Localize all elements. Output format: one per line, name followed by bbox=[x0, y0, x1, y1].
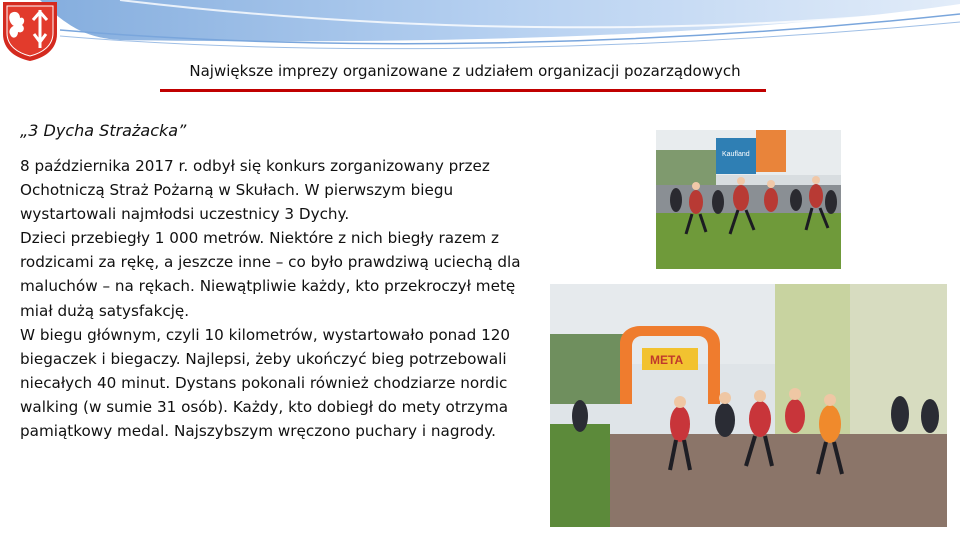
photo-children-race bbox=[656, 130, 841, 269]
coat-of-arms-icon bbox=[0, 0, 60, 62]
photo-main-race bbox=[550, 284, 947, 527]
event-name: „3 Dycha Strażacka” bbox=[20, 121, 187, 140]
banner-text: Kaufland bbox=[722, 151, 750, 158]
event-description bbox=[20, 154, 545, 443]
title-underline bbox=[160, 89, 766, 92]
paragraph-2: Dzieci przebiegły 1 000 metrów. Niektóre z nich biegły razem z rodzicami za rękę, a jeszcze inne – co było prawdziwą uciechą dla maluchów – na rękach. Niewątpliwie każdy, kto przekroczył metę miał dużą satysfakcję. bbox=[20, 229, 521, 320]
page-title: Największe imprezy organizowane z udziałem organizacji pozarządowych bbox=[189, 62, 741, 80]
finish-arch-text: META bbox=[650, 353, 684, 367]
paragraph-1: 8 października 2017 r. odbył się konkurs zorganizowany przez Ochotniczą Straż Pożarną w Skułach. W pierwszym biegu wystartowali najmłodsi uczestnicy 3 Dychy. bbox=[20, 157, 490, 224]
paragraph-3: W biegu głównym, czyli 10 kilometrów, wystartowało ponad 120 biegaczek i biegaczy. Najlepsi, żeby ukończyć bieg potrzebowali niecałych 40 minut. Dystans pokonali również chodziarze nordic walking (w sumie 31 osób). Każdy, kto dobiegł do mety otrzyma pamiątkowy medal. Najszybszym wręczono puchary i nagrody. bbox=[20, 325, 511, 441]
header-swoosh bbox=[0, 0, 960, 60]
